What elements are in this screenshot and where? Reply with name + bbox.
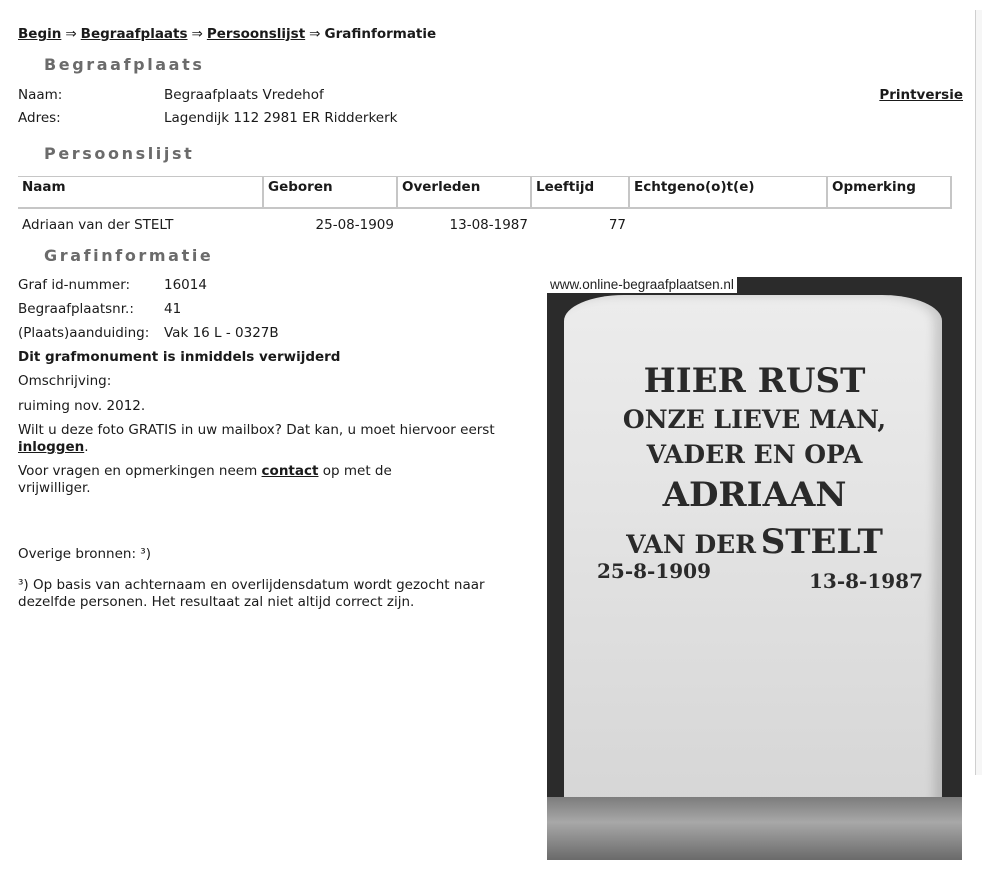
- table-row[interactable]: [18, 209, 952, 241]
- contact-text: [18, 463, 438, 497]
- column-header-naam[interactable]: Naam: [18, 176, 264, 209]
- breadcrumb-separator: ⇒: [309, 26, 321, 42]
- section-title-begraafplaats: Begraafplaats: [44, 55, 205, 74]
- column-header-overleden[interactable]: Overleden: [398, 176, 532, 209]
- inscription-line-3: VADER EN OPA: [646, 440, 863, 469]
- graf-id-label: Graf id-nummer:: [18, 277, 131, 293]
- adres-value: Lagendijk 112 2981 ER Ridderkerk: [164, 110, 398, 126]
- table-header-row: [18, 176, 952, 209]
- column-header-geboren[interactable]: Geboren: [264, 176, 398, 209]
- removed-notice: Dit grafmonument is inmiddels verwijderd: [18, 349, 341, 365]
- adres-label: Adres:: [18, 110, 61, 126]
- column-header-leeftijd[interactable]: Leeftijd: [532, 176, 630, 209]
- naam-value: Begraafplaats Vredehof: [164, 87, 324, 103]
- breadcrumb-link-begraafplaats[interactable]: Begraafplaats: [80, 26, 188, 42]
- footnote: ³) Op basis van achternaam en overlijdensdatum wordt gezocht naar dezelfde personen. Het resultaat zal niet altijd correct zijn.: [18, 577, 485, 610]
- photo-request-text-1: Wilt u deze foto GRATIS in uw mailbox? Dat kan, u moet hiervoor eerst: [18, 422, 495, 438]
- graf-id-value: 16014: [164, 277, 207, 293]
- aanduiding-label: (Plaats)aanduiding:: [18, 325, 150, 341]
- cell-geboren: 25-08-1909: [315, 217, 394, 233]
- photo-request-text-2: .: [84, 439, 89, 455]
- inscription-died: 13-8-1987: [809, 569, 924, 593]
- print-version-link[interactable]: Printversie: [879, 87, 963, 103]
- gravestone-photo[interactable]: [547, 277, 962, 860]
- column-header-echtgenoot[interactable]: Echtgeno(o)t(e): [630, 176, 828, 209]
- section-title-grafinformatie: Grafinformatie: [44, 246, 214, 265]
- omschrijving-value: ruiming nov. 2012.: [18, 398, 146, 414]
- naam-label: Naam:: [18, 87, 63, 103]
- cell-leeftijd: 77: [608, 217, 626, 233]
- aanduiding-value: Vak 16 L - 0327B: [164, 325, 279, 341]
- breadcrumb-separator: ⇒: [191, 26, 203, 42]
- inscription-line-2: ONZE LIEVE MAN,: [622, 405, 887, 434]
- photo-watermark: www.online-begraafplaatsen.nl: [547, 277, 737, 293]
- begraafplaatsnr-value: 41: [164, 301, 182, 317]
- scrollbar[interactable]: [975, 10, 982, 775]
- photo-request-text: [18, 422, 508, 456]
- contact-text-2: op met de vrijwilliger.: [18, 463, 392, 496]
- cell-opmerking: [828, 209, 952, 241]
- column-header-opmerking[interactable]: Opmerking: [828, 176, 952, 209]
- breadcrumb-link-persoonslijst[interactable]: Persoonslijst: [206, 26, 306, 42]
- persons-table: [18, 176, 952, 241]
- inscription-surname: STELT: [760, 522, 883, 562]
- breadcrumb-link-begin[interactable]: Begin: [18, 26, 62, 42]
- omschrijving-label: Omschrijving:: [18, 373, 112, 389]
- login-link[interactable]: inloggen: [18, 439, 85, 455]
- contact-link[interactable]: contact: [261, 463, 319, 479]
- section-title-persoonslijst: Persoonslijst: [44, 144, 195, 163]
- inscription-name: ADRIAAN: [662, 475, 847, 515]
- cell-echtgenoot: [630, 209, 828, 241]
- breadcrumb-separator: ⇒: [65, 26, 77, 42]
- overige-bronnen: Overige bronnen: ³): [18, 546, 151, 562]
- inscription-surname-prefix: VAN DER: [626, 530, 756, 559]
- breadcrumb: [18, 26, 436, 42]
- contact-text-1: Voor vragen en opmerkingen neem: [18, 463, 258, 479]
- gravestone-base: [547, 797, 962, 860]
- inscription-born: 25-8-1909: [597, 559, 712, 583]
- begraafplaatsnr-label: Begraafplaatsnr.:: [18, 301, 134, 317]
- inscription-line-5: [547, 522, 962, 562]
- inscription-line-4: [547, 475, 962, 515]
- inscription-line-1: HIER RUST: [643, 361, 866, 401]
- cell-naam[interactable]: Adriaan van der STELT: [22, 217, 174, 233]
- breadcrumb-current: Grafinformatie: [324, 26, 437, 42]
- cell-overleden: 13-08-1987: [449, 217, 528, 233]
